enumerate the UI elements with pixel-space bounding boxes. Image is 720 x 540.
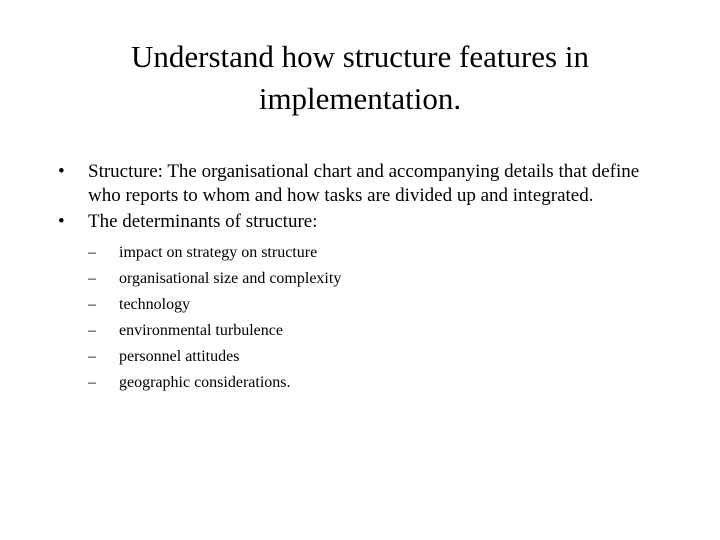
bullet-text: Structure: The organisational chart and accompanying details that define who reports to whom and how tasks are divided up and integrated. — [88, 161, 640, 206]
dash-marker-icon: – — [88, 374, 96, 391]
dash-marker-icon: – — [88, 348, 96, 365]
slide-title: Understand how structure features in implementation. — [131, 39, 589, 116]
sub-bullet-text: impact on strategy on structure — [119, 244, 318, 261]
sub-bullet-text: geographic considerations. — [119, 374, 291, 391]
dash-marker-icon: – — [88, 322, 96, 339]
bullet-list — [56, 160, 656, 398]
sub-bullet-item — [88, 266, 656, 292]
sub-bullet-text: environmental turbulence — [119, 322, 283, 339]
dash-marker-icon: – — [88, 270, 96, 287]
sub-bullet-text: organisational size and complexity — [119, 270, 342, 287]
sub-bullet-item — [88, 292, 656, 318]
bullet-text: The determinants of structure: — [88, 211, 318, 232]
bullet-item — [56, 160, 656, 208]
sub-bullet-list — [88, 240, 656, 396]
dash-marker-icon: – — [88, 244, 96, 261]
dash-marker-icon: – — [88, 296, 96, 313]
sub-bullet-item — [88, 318, 656, 344]
bullet-item — [56, 210, 656, 396]
sub-bullet-text: technology — [119, 296, 191, 313]
sub-bullet-item — [88, 344, 656, 370]
sub-bullet-text: personnel attitudes — [119, 348, 240, 365]
sub-bullet-item — [88, 240, 656, 266]
bullet-marker-icon: • — [58, 211, 65, 232]
bullet-marker-icon: • — [58, 161, 65, 182]
sub-bullet-item — [88, 370, 656, 396]
